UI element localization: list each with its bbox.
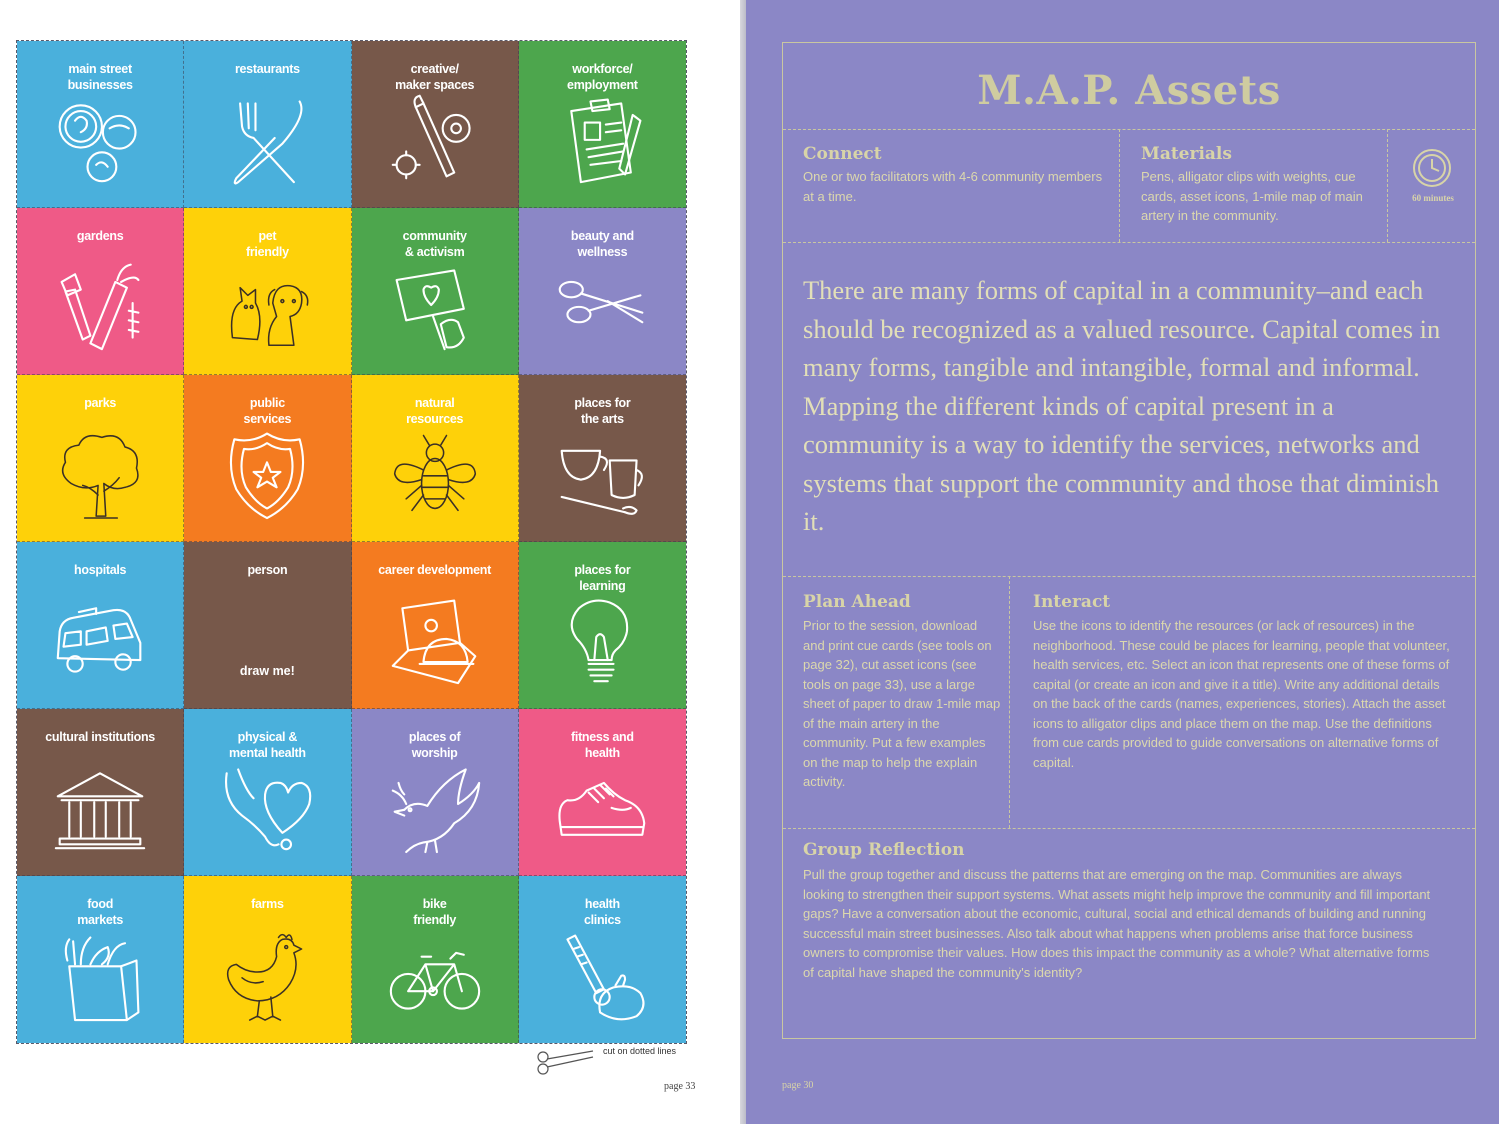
asset-tile-label: main street businesses (67, 62, 133, 92)
asset-tile-sublabel: draw me! (239, 664, 295, 678)
coins-icon (52, 94, 148, 190)
lightbulb-icon (554, 595, 650, 691)
asset-tile-label: hospitals (74, 563, 127, 577)
left-page (0, 0, 740, 1124)
cat-dog-icon (219, 261, 315, 357)
connect-heading: Connect (803, 144, 882, 164)
divider (783, 828, 1475, 829)
asset-tile-label: public services (243, 396, 292, 426)
protest-sign-icon (387, 261, 483, 357)
asset-tile-label: cultural institutions (45, 730, 155, 744)
asset-tile-label: gardens (76, 229, 124, 243)
divider (1119, 129, 1120, 242)
clock-icon (1411, 147, 1453, 189)
grocery-bag-icon (52, 930, 148, 1026)
paintbrush-gears-icon (387, 94, 483, 190)
group-reflection-body: Pull the group together and discuss the patterns that are emerging on the map. Communities are always looking to strengthen their support systems. What assets might help improve the community and fill important gaps? Have a conversation about the economic, cultural, social and ethical demands of building and running successful main street businesses. Also talk about what happens when problems arise that force business owners to compromise their values. How does this impact the community as a whole? What alternative forms of capital have shaped the community's identity? (803, 867, 1431, 980)
connect-body: One or two facilitators with 4-6 community members at a time. (803, 169, 1103, 204)
page-number: page 33 (664, 1081, 696, 1092)
divider (1387, 129, 1388, 242)
carrot-trowel-icon (52, 261, 148, 357)
ambulance-icon (52, 595, 148, 691)
asset-tile-label: places for learning (574, 563, 631, 593)
page-number: page 30 (782, 1080, 814, 1091)
asset-tile (17, 208, 184, 375)
badge-icon (219, 428, 315, 524)
asset-tile-label: places of worship (408, 730, 461, 760)
sneaker-icon (554, 762, 650, 858)
asset-tile-label: community & activism (402, 229, 467, 259)
asset-tile-label: places for the arts (574, 396, 631, 426)
stethoscope-heart-icon (219, 762, 315, 858)
cups-brush-icon (554, 428, 650, 524)
asset-tile-label: fitness and health (571, 730, 634, 760)
asset-tile-label: restaurants (234, 62, 300, 76)
asset-tile (184, 542, 351, 709)
asset-tile (352, 542, 519, 709)
asset-tile (519, 208, 686, 375)
divider (783, 242, 1475, 243)
asset-tile (519, 41, 686, 208)
scissors-icon (554, 261, 650, 357)
asset-tile (17, 542, 184, 709)
asset-tile (184, 41, 351, 208)
materials-body: Pens, alligator clips with weights, cue cards, asset icons, 1-mile map of main artery in the community. (1141, 169, 1363, 223)
right-page (746, 0, 1499, 1124)
divider (783, 576, 1475, 577)
clipboard-icon (554, 94, 650, 190)
activity-frame (782, 42, 1476, 1039)
asset-tile (184, 375, 351, 542)
asset-tile-label: beauty and wellness (570, 229, 634, 259)
materials-heading: Materials (1141, 144, 1232, 164)
laptop-hardhat-icon (387, 595, 483, 691)
asset-tile-label: workforce/ employment (567, 62, 638, 92)
asset-tile (184, 709, 351, 876)
divider (783, 129, 1475, 130)
duration-label: 60 minutes (1412, 193, 1454, 203)
asset-tile (184, 208, 351, 375)
asset-tile (352, 876, 519, 1043)
asset-tile (519, 709, 686, 876)
asset-tile (17, 876, 184, 1043)
asset-tile-label: farms (251, 897, 284, 911)
asset-tile (17, 41, 184, 208)
bee-icon (387, 428, 483, 524)
asset-tile-label: creative/ maker spaces (395, 62, 475, 92)
thermometer-icepack-icon (554, 930, 650, 1026)
asset-tile (352, 41, 519, 208)
group-reflection-heading: Group Reflection (803, 840, 965, 860)
asset-tile-label: bike friendly (413, 897, 456, 927)
asset-tile (352, 709, 519, 876)
asset-tile (519, 542, 686, 709)
asset-tile-label: physical & mental health (229, 730, 306, 760)
divider (1009, 576, 1010, 828)
scissors-icon (535, 1047, 595, 1077)
asset-tile-label: pet friendly (246, 229, 289, 259)
interact-body: Use the icons to identify the resources (or lack of resources) in the neighborhood. These could be places for learning, people that volunteer, health services, etc. Select an icon that represents one of these forms of capital (or create an icon and give it a title). Write any additional details on the back of the cards (names, experiences, stories). Attach the asset icons to alligator clips and place them on the map. Use the definitions from cue cards provided to guide conversations on alternative forms of capital. (1033, 618, 1450, 770)
fork-knife-icon (219, 94, 315, 190)
asset-tile (352, 208, 519, 375)
asset-tile (17, 375, 184, 542)
asset-tile-label: food markets (77, 897, 124, 927)
chicken-icon (219, 930, 315, 1026)
cut-note: cut on dotted lines (603, 1046, 677, 1056)
plan-ahead-heading: Plan Ahead (803, 592, 911, 612)
asset-tile (184, 876, 351, 1043)
tree-icon (52, 428, 148, 524)
dove-icon (387, 762, 483, 858)
asset-tile (17, 709, 184, 876)
asset-tile-label: health clinics (583, 897, 621, 927)
asset-icon-grid (17, 41, 686, 1043)
asset-tile (519, 876, 686, 1043)
asset-tile-label: person (247, 563, 288, 577)
asset-tile-label: career development (378, 563, 491, 577)
plan-ahead-body: Prior to the session, download and print cue cards (see tools on page 32), cut asset icons (see tools on page 33), use a large sheet of paper to draw 1-mile map of the main artery in the community. Put a few examples on the map to help the explain activity. (803, 618, 1001, 789)
asset-tile (352, 375, 519, 542)
intro-paragraph: There are many forms of capital in a community–and each should be recognized as a valued resource. Capital comes in many forms, tangible and intangible, formal and informal. Mapping the different kinds of capital present in a community is a way to identify the services, networks and systems that support the community and those that diminish it. (803, 275, 1441, 536)
interact-heading: Interact (1033, 592, 1111, 612)
asset-tile (519, 375, 686, 542)
asset-tile-label: parks (84, 396, 117, 410)
museum-icon (52, 762, 148, 858)
page-title: M.A.P. Assets (977, 67, 1281, 114)
asset-tile-label: natural resources (406, 396, 464, 426)
bicycle-icon (387, 930, 483, 1026)
